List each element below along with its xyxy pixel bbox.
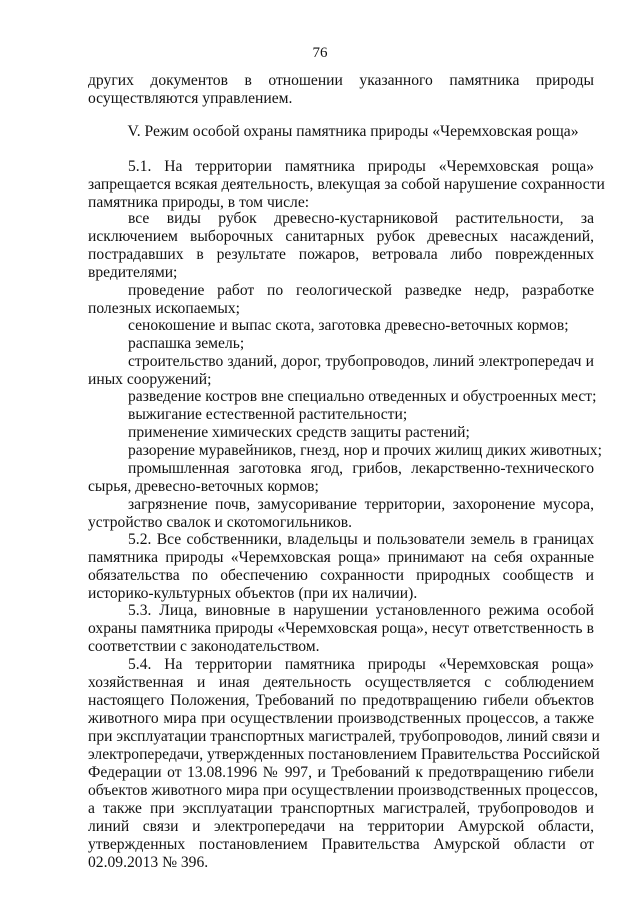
text-line: разведение костров вне специально отведенных и обустроенных мест; xyxy=(128,388,597,405)
text-line: обязательства по обеспечению сохранности природных сообществ и xyxy=(88,567,594,584)
page-number: 76 xyxy=(312,45,328,61)
text-line: загрязнение почв, замусоривание территории, захоронение мусора, xyxy=(128,496,594,513)
text-line: разорение муравейников, гнезд, нор и прочих жилищ диких животных; xyxy=(128,442,602,459)
text-line: полезных ископаемых; xyxy=(88,300,241,317)
text-line: других документов в отношении указанного памятника природы xyxy=(88,72,594,89)
text-line: настоящего Положения, Требований по предотвращению гибели объектов xyxy=(88,692,594,709)
text-line: при эксплуатации транспортных магистралей, трубопроводов, линий связи и xyxy=(88,728,600,745)
text-line: запрещается всякая деятельность, влекущая за собой нарушение сохранности xyxy=(88,176,605,193)
text-line: памятника природы «Черемховская роща» принимают на себя охранные xyxy=(88,549,594,566)
text-line: а также при эксплуатации транспортных магистралей, трубопроводов и xyxy=(88,800,594,817)
text-line: Федерации от 13.08.1996 № 997, и Требований к предотвращению гибели xyxy=(88,764,594,781)
text-line: строительство зданий, дорог, трубопроводов, линий электропередач и xyxy=(128,353,594,370)
section-heading: V. Режим особой охраны памятника природы «Черемховская роща» xyxy=(127,123,579,140)
text-line: соответствии с законодательством. xyxy=(88,638,320,655)
text-line: охраны памятника природы «Черемховская роща», несут ответственность в xyxy=(88,620,594,637)
text-line: 5.1. На территории памятника природы «Черемховская роща» xyxy=(128,158,594,175)
text-line: иных сооружений; xyxy=(88,371,212,388)
text-line: устройство свалок и скотомогильников. xyxy=(88,514,353,531)
text-line: хозяйственная и иная деятельность осуществляется с соблюдением xyxy=(88,674,594,691)
text-line: памятника природы, в том числе: xyxy=(88,194,310,211)
text-line: 5.4. На территории памятника природы «Черемховская роща» xyxy=(128,656,594,673)
text-line: объектов животного мира при осуществлении производственных процессов, xyxy=(88,782,599,799)
text-line: промышленная заготовка ягод, грибов, лекарственно-технического xyxy=(128,460,594,477)
text-line: исключением выборочных санитарных рубок древесных насаждений, xyxy=(88,228,594,245)
text-line: животного мира при осуществлении производственных процессов, а также xyxy=(88,710,594,727)
text-line: утвержденных постановлением Правительства Амурской области от xyxy=(88,836,594,853)
text-line: проведение работ по геологической разведке недр, разработке xyxy=(128,282,594,299)
text-line: сырья, древесно-веточных кормов; xyxy=(88,478,319,495)
text-line: 5.3. Лица, виновные в нарушении установленного режима особой xyxy=(128,602,594,619)
text-line: сенокошение и выпас скота, заготовка древесно-веточных кормов; xyxy=(128,317,569,334)
text-line: историко-культурных объектов (при их наличии). xyxy=(88,585,418,602)
text-line: распашка земель; xyxy=(128,335,245,352)
text-line: выжигание естественной растительности; xyxy=(128,406,408,423)
text-line: линий связи и электропередачи на территории Амурской области, xyxy=(88,818,594,835)
text-line: все виды рубок древесно-кустарниковой растительности, за xyxy=(128,210,594,227)
text-line: электропередачи, утвержденных постановлением Правительства Российской xyxy=(88,746,600,763)
text-line: 02.09.2013 № 396. xyxy=(88,854,209,871)
text-line: вредителями; xyxy=(88,264,178,281)
text-line: пострадавших в результате пожаров, ветровала либо поврежденных xyxy=(88,246,594,263)
text-line: применение химических средств защиты растений; xyxy=(128,424,470,441)
text-line: осуществляются управлением. xyxy=(88,90,293,107)
text-line: 5.2. Все собственники, владельцы и пользователи земель в границах xyxy=(128,531,594,548)
